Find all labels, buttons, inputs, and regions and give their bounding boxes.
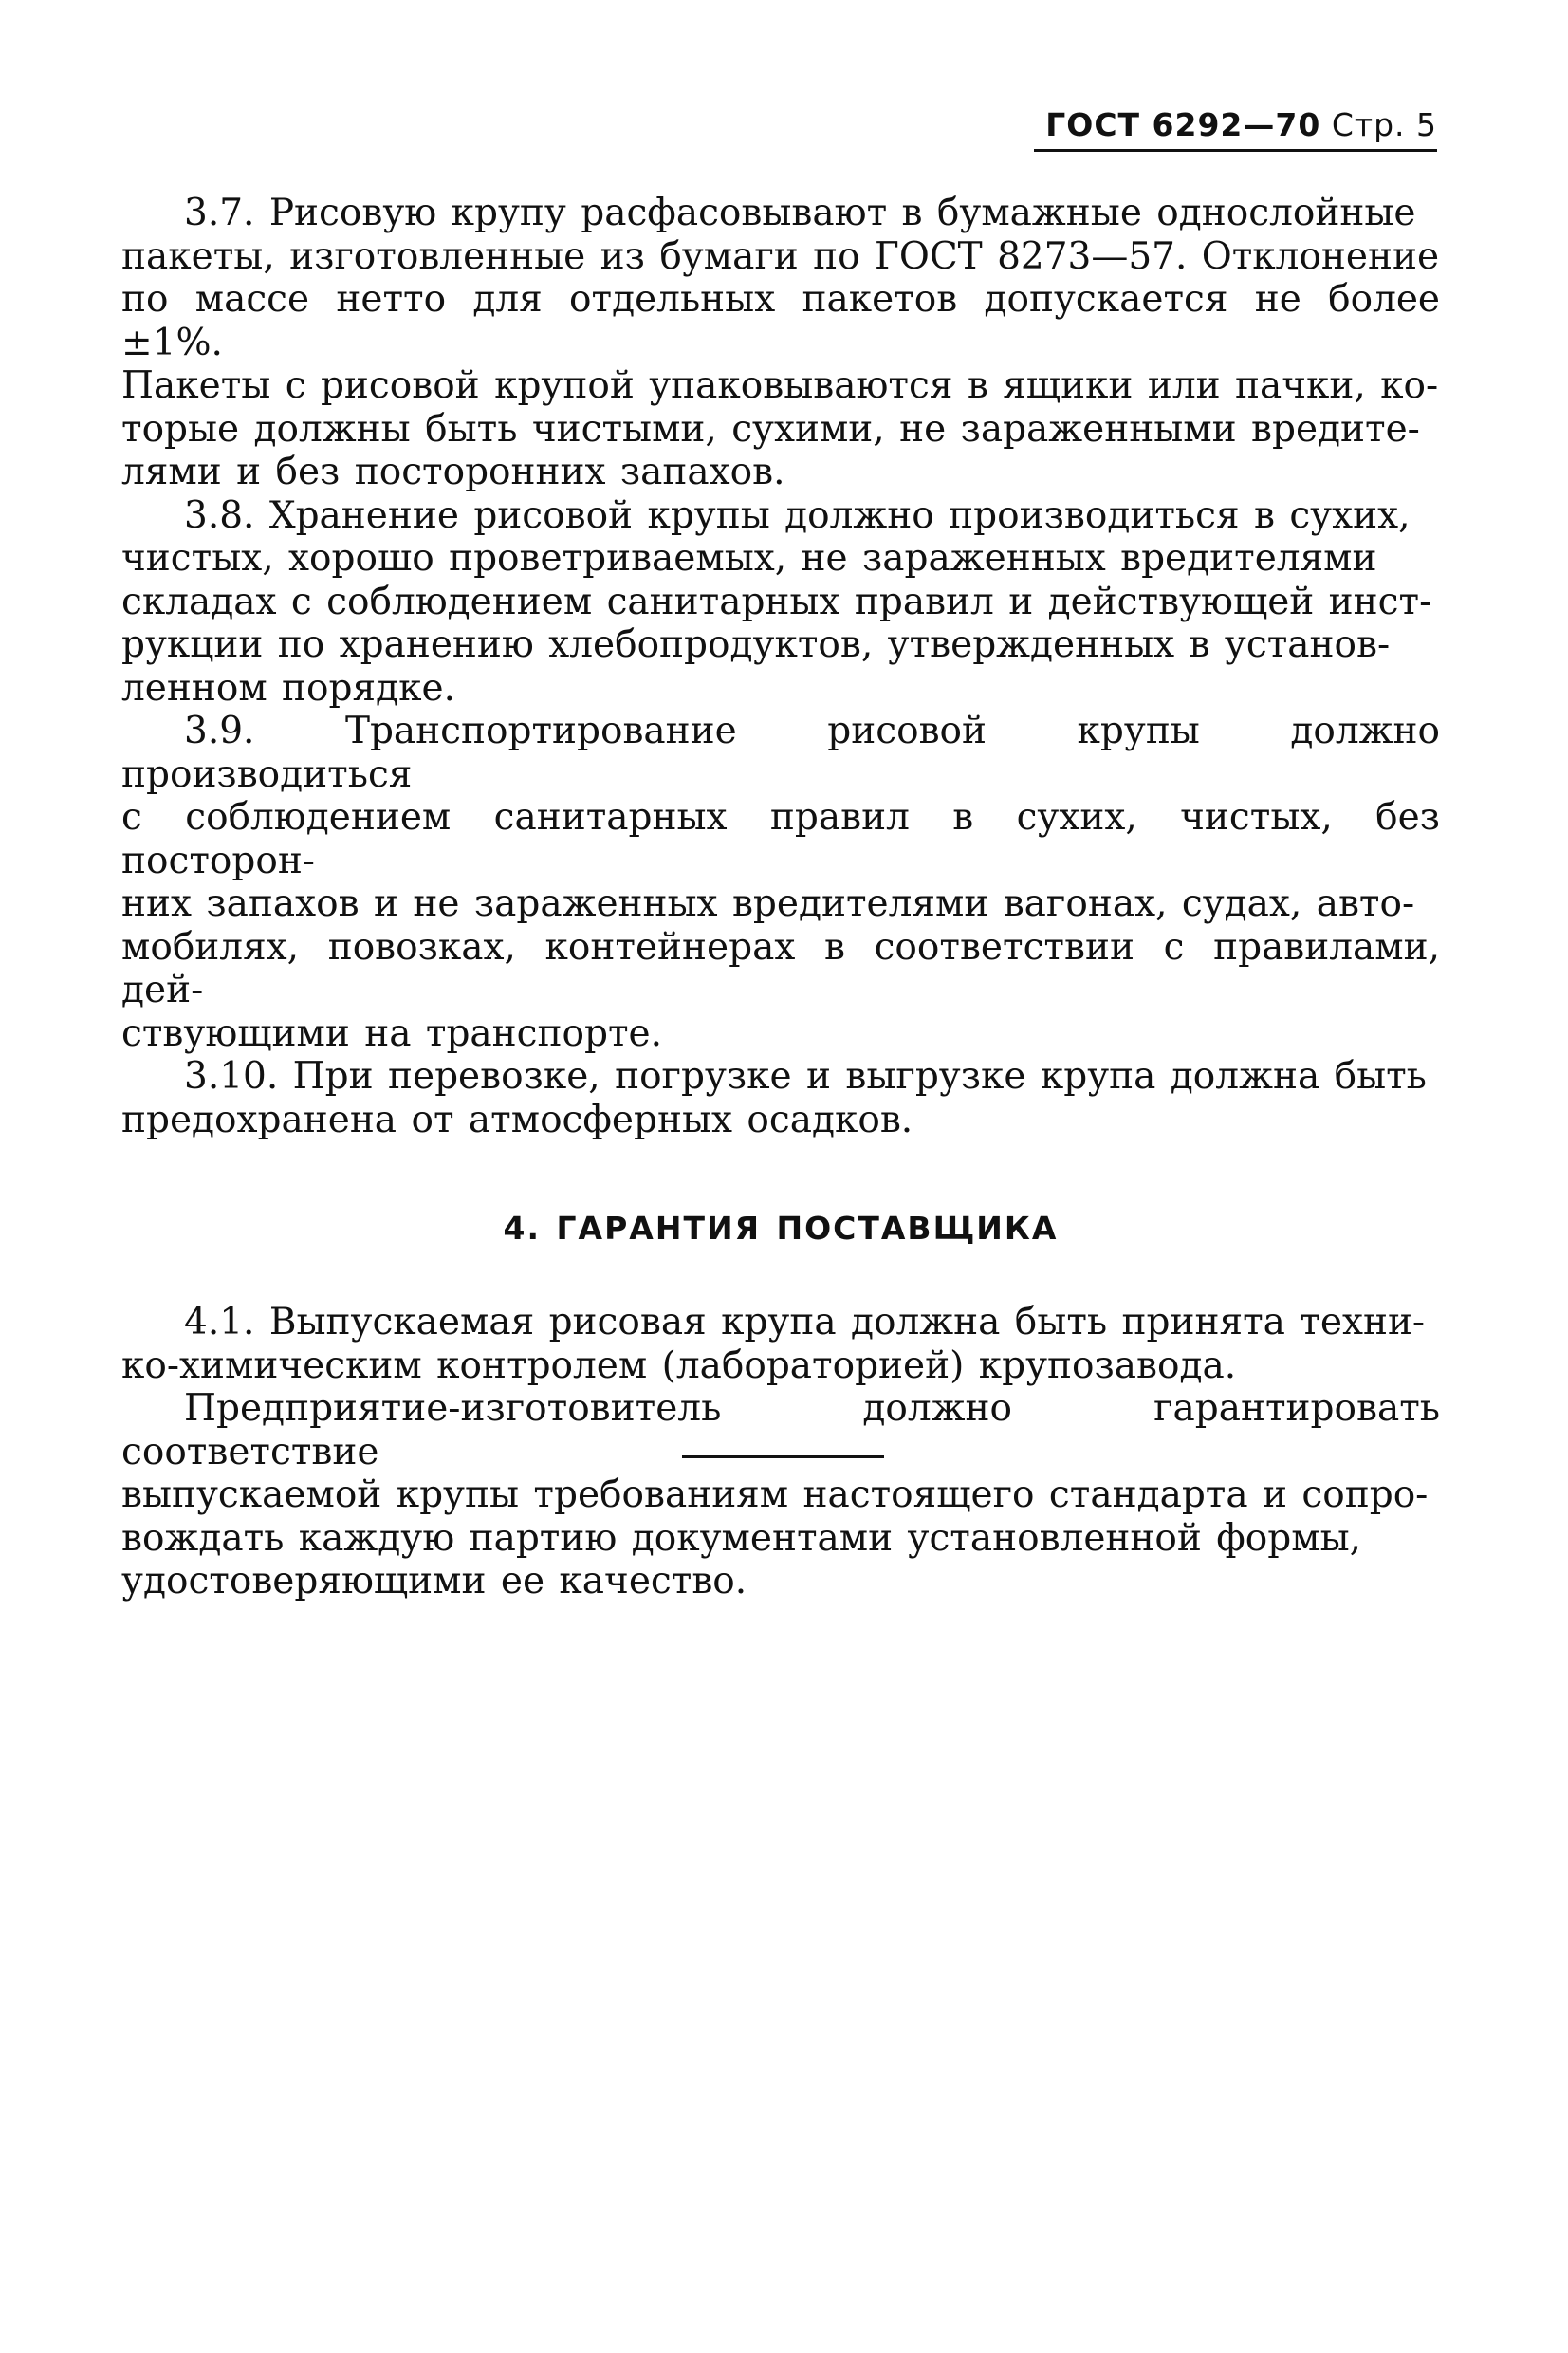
paragraph-4-1: 4.1. Выпускаемая рисовая крупа должна быть принята техни- ко-химическим контролем (лабораторией) крупозавода.	[121, 1301, 1426, 1387]
paragraph-3-10: 3.10. При перевозке, погрузке и выгрузке крупа должна быть предохранена от атмосферных осадков.	[121, 1055, 1427, 1141]
paragraph-4-1-continued: Предприятие-изготовитель должно гарантировать соответствие выпускаемой крупы требованиям настоящего стандарта и сопро- вождать каждую партию документами установленной формы, удостоверяющими ее качество.	[121, 1387, 1440, 1603]
end-of-text-rule	[682, 1455, 884, 1458]
header-rule	[1034, 149, 1437, 152]
document-code: ГОСТ 6292—70	[1045, 106, 1321, 143]
paragraph-3-9: 3.9. Транспортирование рисовой крупы должно производиться с соблюдением санитарных правил в сухих, чистых, без посторон- них запахов и не зараженных вредителями вагонах, судах, авто- мобилях, повозках, контейнерах в соответствии с правилами, дей- ствующими на транспорте.	[121, 710, 1440, 1055]
paragraph-3-7: 3.7. Рисовую крупу расфасовывают в бумажные однослойные пакеты, изготовленные из бумаги по ГОСТ 8273—57. Отклонение по массе нетто для отдельных пакетов допускается не более ±1%. Пакеты с рисовой крупой упаковываются в ящики или пачки, ко- торые должны быть чистыми, сухими, не зараженными вредите- лями и без посторонних запахов.	[121, 192, 1440, 493]
page-header	[1034, 106, 1437, 143]
paragraph-3-8: 3.8. Хранение рисовой крупы должно производиться в сухих, чистых, хорошо проветриваемых, не зараженных вредителями складах с соблюдением санитарных правил и действующей инст- рукции по хранению хлебопродуктов, утвержденных в установ- ленном порядке.	[121, 493, 1432, 710]
document-body	[121, 192, 1440, 1603]
section-heading: 4. ГАРАНТИЯ ПОСТАВЩИКА	[503, 1210, 1059, 1247]
page-number: Стр. 5	[1331, 106, 1437, 143]
